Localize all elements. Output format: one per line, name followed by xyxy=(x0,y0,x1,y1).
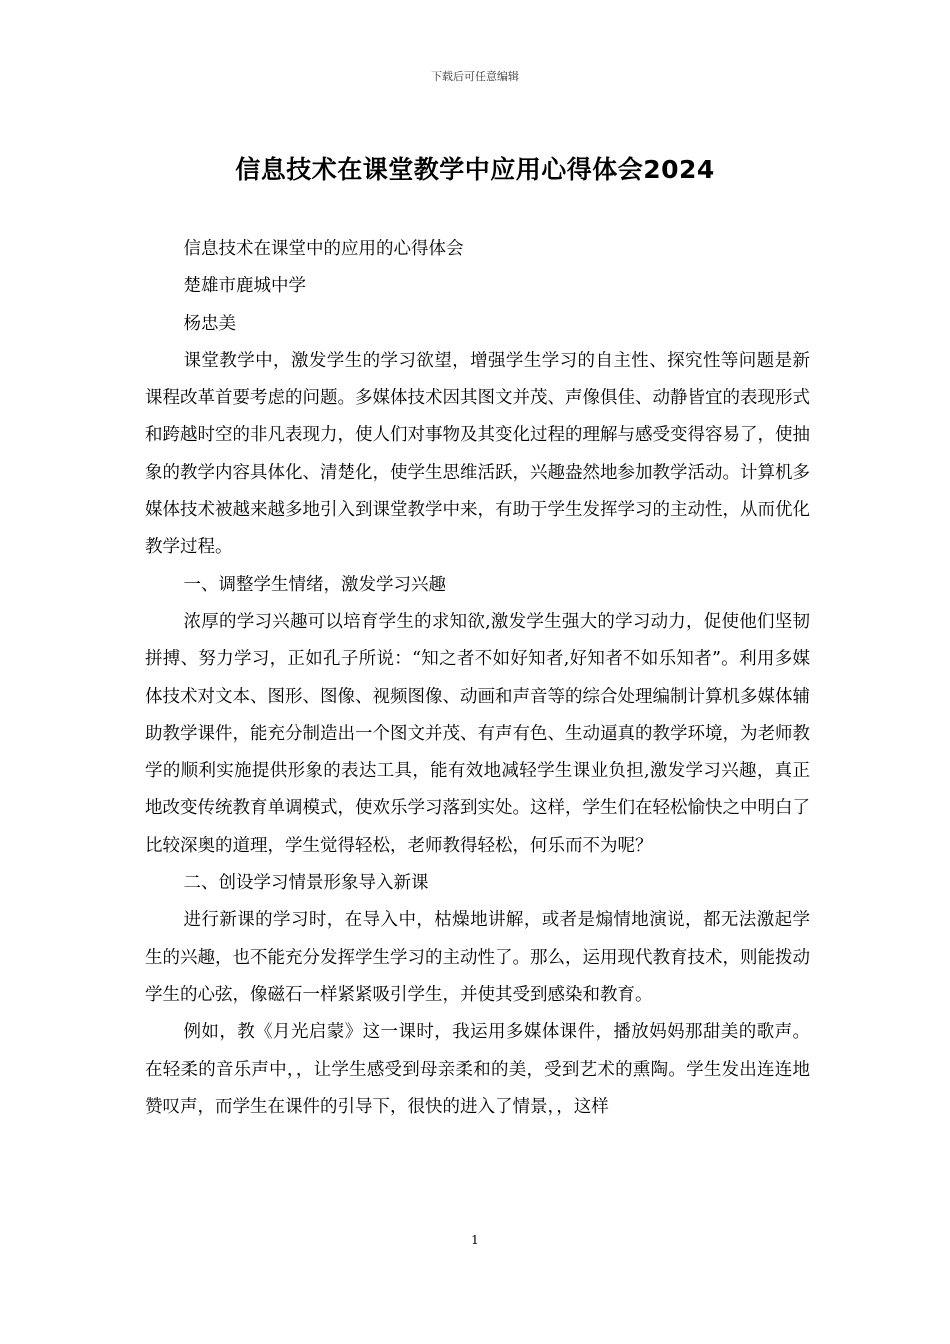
body-paragraph: 进行新课的学习时，在导入中，枯燥地讲解，或者是煽情地演说，都无法激起学生的兴趣，也不能充分发挥学生学习的主动性了。那么，运用现代教育技术，则能拨动学生的心弦，像磁石一样紧紧吸引学生，并使其受到感染和教育。 xyxy=(145,910,810,1005)
section-heading: 一、调整学生情绪，激发学习兴趣 xyxy=(183,574,446,595)
body-paragraph: 浓厚的学习兴趣可以培育学生的求知欲,激发学生强大的学习动力，促使他们坚韧拼搏、努力学习，正如孔子所说：“知之者不如好知者,好知者不如乐知者”。利用多媒体技术对文本、图形、图像、视频图像、动画和声音等的综合处理编制计算机多媒体辅助教学课件，能充分制造出一个图文并茂、有声有色、生动逼真的教学环境，为老师教学的顺利实施提供形象的表达工具，能有效地减轻学生课业负担,激发学习兴趣，真正地改变传统教育单调模式，使欢乐学习落到实处。这样，学生们在轻松愉快之中明白了比较深奥的道理，学生觉得轻松，老师教得轻松，何乐而不为呢？ xyxy=(145,611,810,856)
document-title: 信息技术在课堂教学中应用心得体会2024 xyxy=(235,155,715,184)
header-note: 下载后可任意编辑 xyxy=(431,70,519,83)
document-body xyxy=(145,231,810,1126)
school-paragraph: 楚雄市鹿城中学 xyxy=(183,276,306,297)
intro-paragraph: 课堂教学中，激发学生的学习欲望，增强学生学习的自主性、探究性等问题是新课程改革首要考虑的问题。多媒体技术因其图文并茂、声像俱佳、动静皆宜的表现形式和跨越时空的非凡表现力，使人们对事物及其变化过程的理解与感受变得容易了，使抽象的教学内容具体化、清楚化，使学生思维活跃，兴趣盎然地参加教学活动。计算机多媒体技术被越来越多地引入到课堂教学中来，有助于学生发挥学习的主动性，从而优化教学过程。 xyxy=(145,350,810,558)
page-number: 1 xyxy=(471,1233,479,1247)
body-paragraph: 例如，教《月光启蒙》这一课时，我运用多媒体课件，播放妈妈那甜美的歌声。在轻柔的音乐声中，，让学生感受到母亲柔和的美，受到艺术的熏陶。学生发出连连地赞叹声，而学生在课件的引导下，很快的进入了情景，，这样 xyxy=(145,1022,810,1117)
subtitle-paragraph: 信息技术在课堂中的应用的心得体会 xyxy=(183,239,464,259)
author-paragraph: 杨忠美 xyxy=(183,313,236,334)
section-heading: 二、创设学习情景形象导入新课 xyxy=(183,873,429,894)
